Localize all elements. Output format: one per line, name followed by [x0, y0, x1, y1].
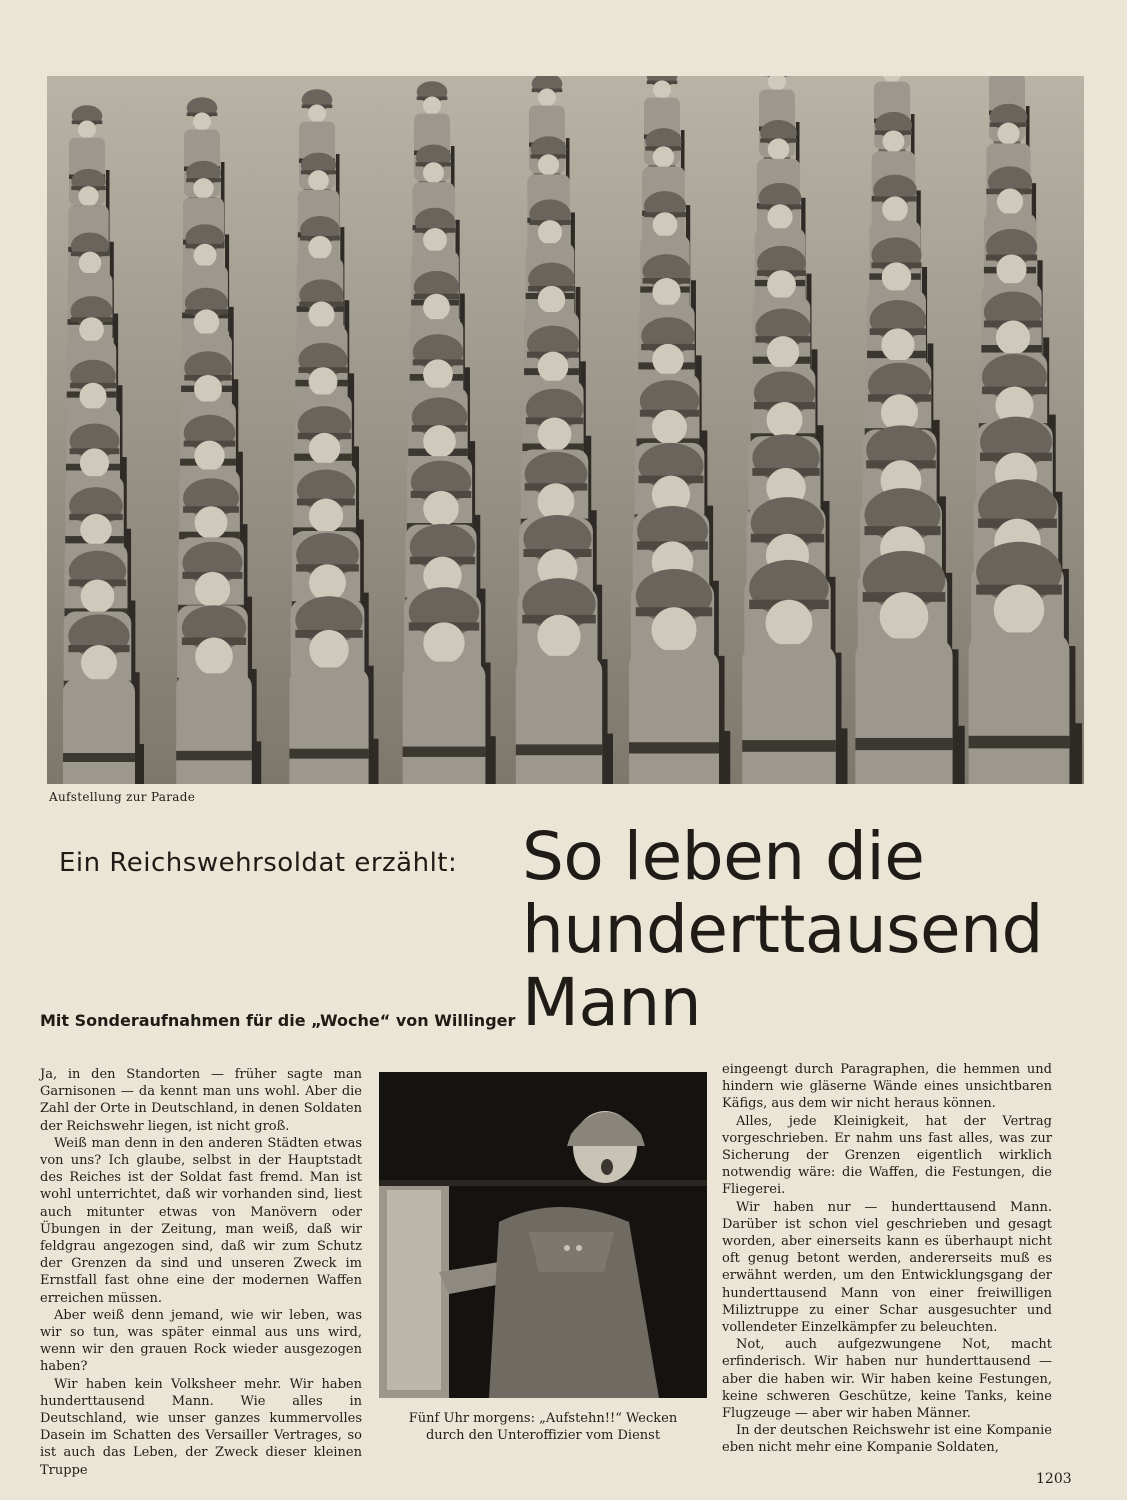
reveille-photo: [379, 1072, 707, 1398]
article-column-right: [722, 1061, 1052, 1457]
photo-credit: Mit Sonderaufnahmen für die „Woche“ von Willinger: [40, 1011, 516, 1030]
parade-photo-caption: Aufstellung zur Parade: [49, 790, 196, 804]
headline: [522, 820, 1043, 1039]
paragraph: eingeengt durch Paragraphen, die hemmen und hindern wie gläserne Wände eines unsichtbaren Käfigs, aus dem wir nicht heraus können.: [722, 1062, 1052, 1112]
soldiers-parade-photo-icon: [47, 76, 1084, 784]
headline-line-3: Mann: [522, 964, 702, 1041]
headline-kicker: Ein Reichswehrsoldat erzählt:: [59, 848, 458, 878]
paragraph: Weiß man denn in den anderen Städten etwas von uns? Ich glaube, selbst in der Hauptstadt des Reiches ist der Soldat fast fremd. Man ist wohl unterrichtet, daß wir vorhanden sind, liest auch mitunter etwas von Manövern oder Übungen in der Zeitung, man weiß, daß wir feldgrau angezogen sind, daß wir zum Schutz der Grenzen da sind und unseren Zweck im Ernstfall fast ohne eine der modernen Waffen erreichen müssen.: [40, 1135, 362, 1306]
reveille-caption-line-2: durch den Unteroffizier vom Dienst: [425, 1428, 661, 1443]
reveille-caption-line-1: Fünf Uhr morgens: „Aufstehn!!“ Wecken: [408, 1411, 678, 1426]
paragraph: Wir haben nur — hunderttausend Mann. Darüber ist schon viel geschrieben und gesagt worden, aber einerseits kann es überhaupt nicht oft genug betont werden, andererseits muß es erwähnt werden, um den Entwicklungsgang der hunderttausend Mann von einer freiwilligen Miliztruppe zu einer Schar ausgesuchter und vollendeter Einzelkämpfer zu beleuchten.: [722, 1199, 1052, 1336]
paragraph: Ja, in den Standorten — früher sagte man Garnisonen — da kennt man uns wohl. Aber die Zahl der Orte in Deutschland, in denen Soldaten der Reichswehr liegen, ist nicht groß.: [40, 1067, 362, 1134]
paragraph: Aber weiß denn jemand, wie wir leben, was wir so tun, was später einmal aus uns wird, wenn wir den grauen Rock wieder ausgezogen haben?: [40, 1307, 362, 1375]
page-number: 1203: [1036, 1471, 1072, 1487]
headline-line-1: So leben die: [522, 818, 925, 895]
reveille-photo-caption: [379, 1410, 707, 1444]
paragraph: Wir haben kein Volksheer mehr. Wir haben hunderttausend Mann. Wie alles in Deutschland, wie unser ganzes kummervolles Dasein im Schatten des Versailler Vertrages, so ist auch das Leben, der Zweck dieser kleinen Truppe: [40, 1376, 362, 1478]
parade-photo: [47, 76, 1084, 784]
headline-line-2: hunderttausend: [522, 891, 1043, 968]
paragraph: In der deutschen Reichswehr ist eine Kompanie eben nicht mehr eine Kompanie Soldaten,: [722, 1423, 1052, 1456]
paragraph: Alles, jede Kleinigkeit, hat der Vertrag vorgeschrieben. Er nahm uns fast alles, was zur Sicherung der Grenzen eigentlich wirklich notwendig wäre: die Waffen, die Festungen, die Fliegerei.: [722, 1113, 1052, 1198]
paragraph: Not, auch aufgezwungene Not, macht erfinderisch. Wir haben nur hunderttausend — aber die haben wir. Wir haben keine Festungen, keine schweren Geschütze, keine Tanks, keine Flugzeuge — aber wir haben Männer.: [722, 1337, 1052, 1422]
article-column-left: [40, 1066, 362, 1479]
soldier-reveille-photo-icon: [379, 1072, 707, 1398]
